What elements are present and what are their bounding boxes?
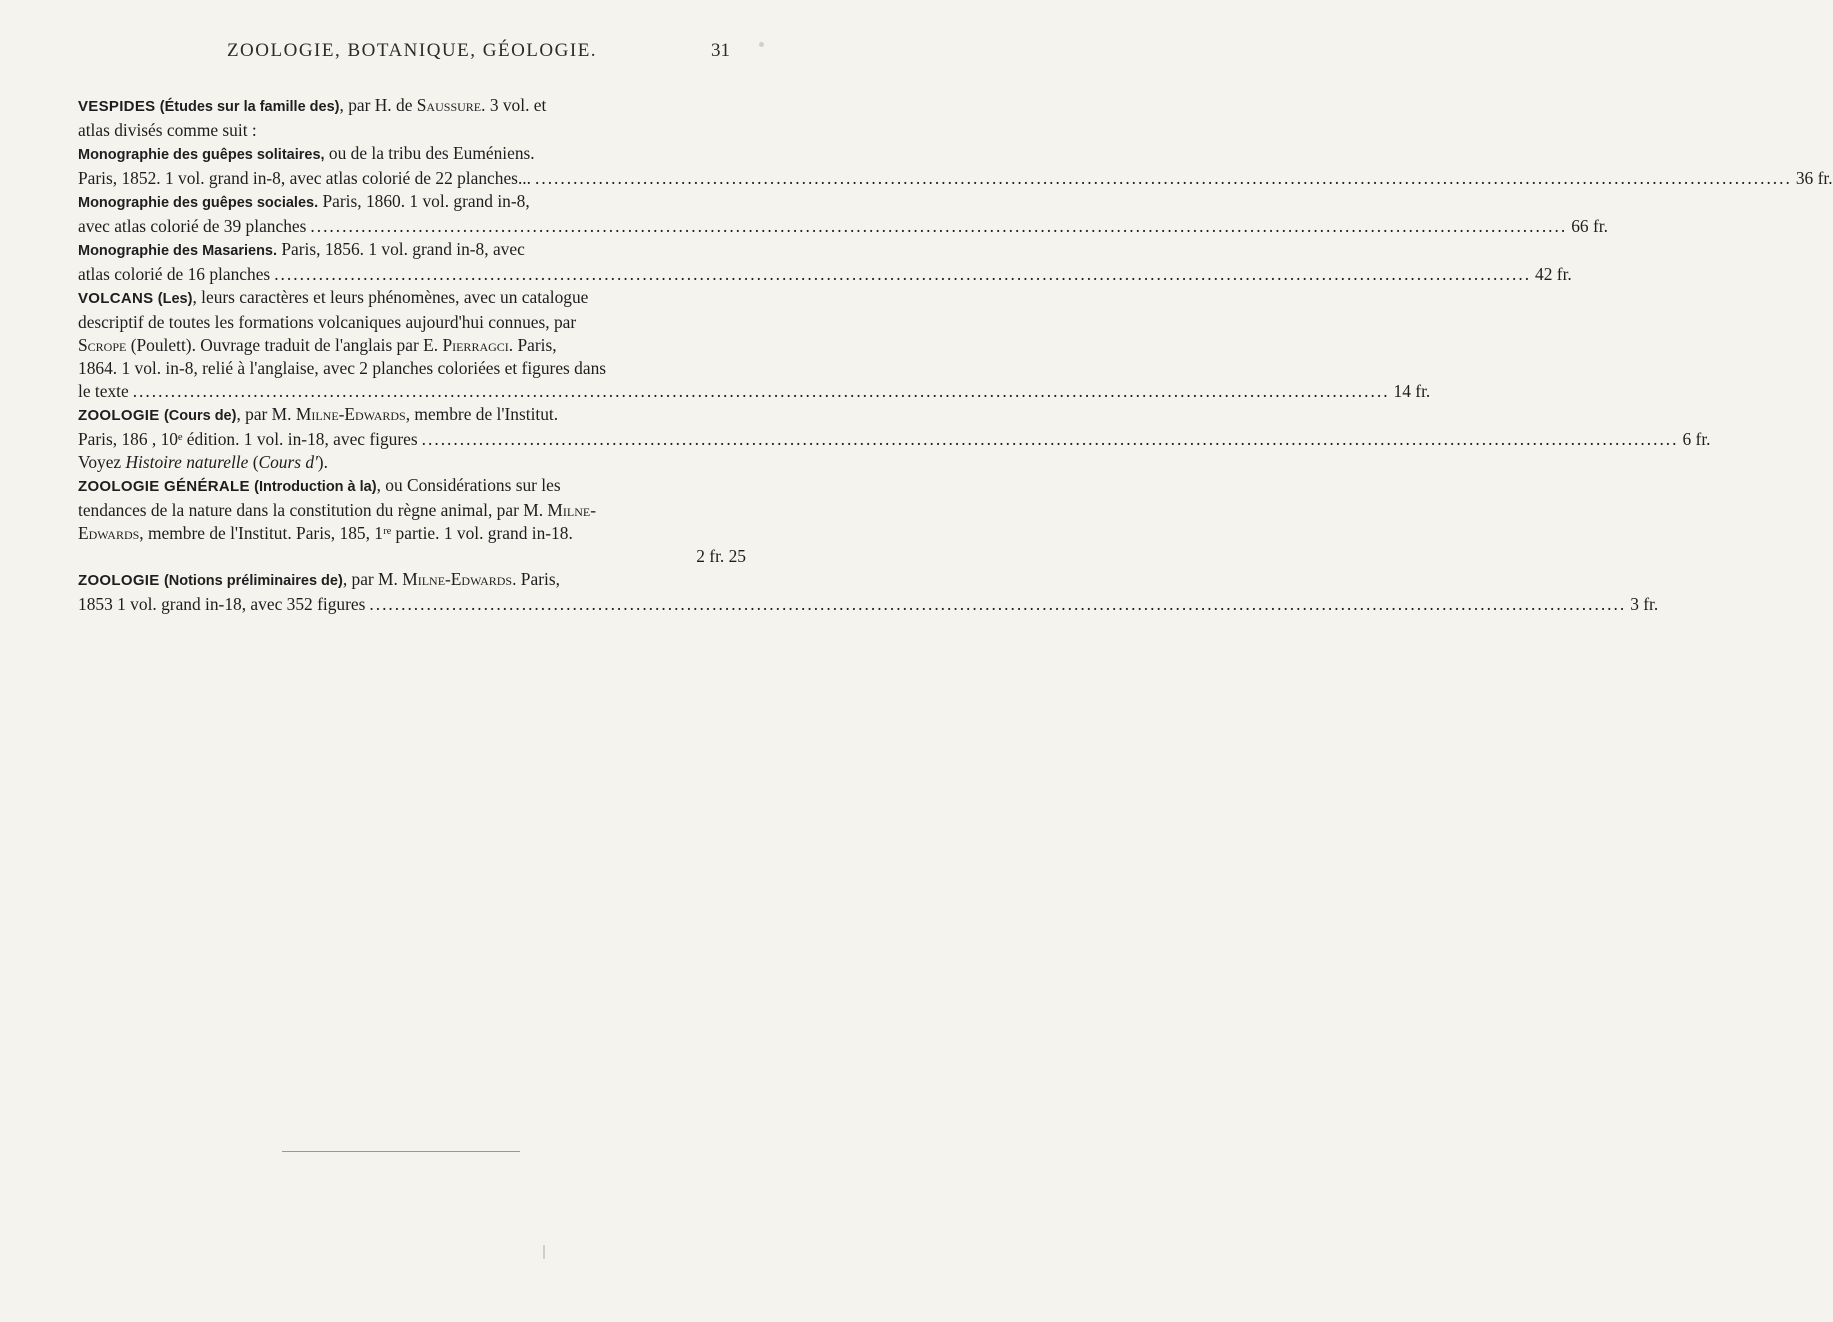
entry-author: Milne- [547,500,596,520]
entry-zoologie-notions: ZOOLOGIE (Notions préliminaires de), par M. Milne-Edwards. Paris, 1853 1 vol. grand in-18, avec 352 figures..... 3 fr. [78,568,746,616]
entry-guepes-solitaires: Monographie des guêpes solitaires, ou de la tribu des Euméniens. Paris, 1852. 1 vol. grand in-8, avec atlas colorié de 22 planches........ 36 fr. [78,142,746,190]
entry-guepes-sociales: Monographie des guêpes sociales. Paris, 1860. 1 vol. grand in-8, avec atlas colorié de 39 planches..... 66 fr. [78,190,746,238]
entry-price: 2 fr. 25 [696,546,746,566]
corner-mark [759,42,764,47]
catalogue-entries [54,94,1833,616]
entry-subtitle: (Notions préliminaires de) [163,573,343,589]
entry-headword: ZOOLOGIE GÉNÉRALE [78,478,250,495]
entry-author: Milne-Edwards [402,569,513,589]
entry-subtitle: Monographie des Masariens. [78,243,278,259]
entry-price: 6 fr. [1682,429,1711,449]
entry-author: Scrope [78,335,127,355]
entry-translator: Pierragci [442,335,509,355]
entry-author: Edwards [78,523,140,543]
entry-zoologie-generale: ZOOLOGIE GÉNÉRALE (Introduction à la), ou Considérations sur les tendances de la nature dans la constitution du règne animal, par M. Milne- Edwards, membre de l'Institut. Paris, 185, 1ʳᵉ partie. 1 vol. grand in-18. 2 fr. 25 [78,475,746,566]
entry-masariens: Monographie des Masariens. Paris, 1856. 1 vol. grand in-8, avec atlas colorié de 16 planches..... 42 fr. [78,238,746,286]
entry-price: 3 fr. [1630,594,1659,614]
entry-price: 66 fr. [1571,216,1608,236]
entry-zoologie-cours: ZOOLOGIE (Cours de), par M. Milne-Edwards, membre de l'Institut. Paris, 186 , 10ᵉ édition. 1 vol. in-18, avec figures..... 6 fr. Voyez Histoire naturelle (Cours d'). [78,403,746,474]
entry-subtitle: (Introduction à la) [254,479,377,495]
entry-author: Saussure [416,95,482,115]
end-rule [282,1151,520,1152]
entry-subtitle: (Études sur la famille des) [159,99,340,115]
entry-subtitle: (Les) [157,291,193,307]
page-number: 31 [711,40,730,61]
entry-headword: VESPIDES [78,98,156,115]
entry-headword: ZOOLOGIE [78,407,160,424]
entry-price: 14 fr. [1393,381,1431,401]
entry-price: 42 fr. [1535,264,1572,284]
running-title: ZOOLOGIE, BOTANIQUE, GÉOLOGIE. [226,40,598,61]
entry-headword: VOLCANS [78,290,154,307]
entry-subtitle: Monographie des guêpes solitaires, [78,147,325,163]
page-speck [543,1245,545,1259]
entry-headword: ZOOLOGIE [78,572,160,589]
entry-price: 36 fr. [1795,168,1833,188]
entry-vespides: VESPIDES (Études sur la famille des), par H. de Saussure. 3 vol. et atlas divisés comme suit : [78,95,547,140]
entry-volcans: VOLCANS (Les), leurs caractères et leurs phénomènes, avec un catalogue descriptif de toutes les formations volcaniques aujourd'hui connues, par Scrope (Poulett). Ouvrage traduit de l'anglais par E. Pierragci. Paris, 1864. 1 vol. in-8, relié à l'anglaise, avec 2 planches coloriées et figures dans le texte..... 14 fr. [78,286,746,403]
entry-subtitle: (Cours de) [163,408,237,424]
entry-subtitle: Monographie des guêpes sociales. [78,195,319,211]
entry-author: Milne-Edwards [295,404,406,424]
